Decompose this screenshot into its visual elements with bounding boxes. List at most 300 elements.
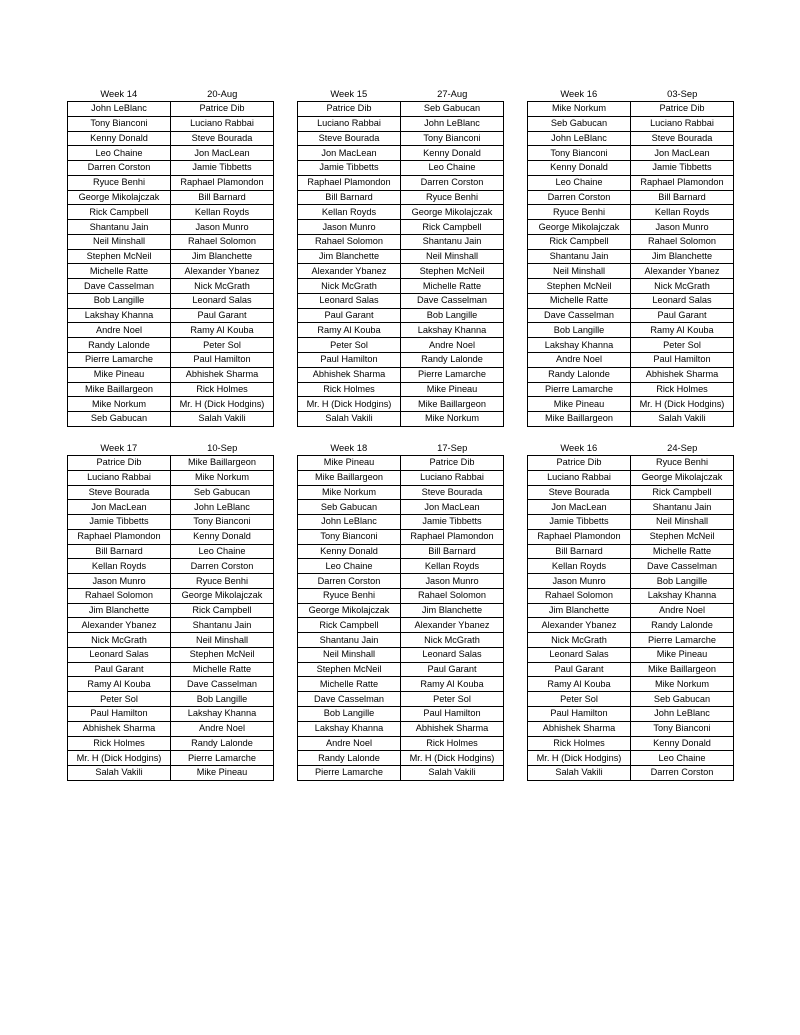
table-row — [528, 131, 734, 146]
player-right-cell: Stephen McNeil — [631, 529, 734, 544]
table-row — [68, 116, 274, 131]
player-left-cell: Steve Bourada — [68, 485, 171, 500]
player-left-cell: Ramy Al Kouba — [68, 677, 171, 692]
player-right-cell: Alexander Ybanez — [171, 264, 274, 279]
player-left-cell: Darren Corston — [298, 574, 401, 589]
player-left-cell: Luciano Rabbai — [298, 116, 401, 131]
player-right-cell: Tony Bianconi — [631, 721, 734, 736]
player-right-cell: Jon MacLean — [631, 146, 734, 161]
table-row — [298, 175, 504, 190]
table-row — [68, 574, 274, 589]
player-left-cell: Ramy Al Kouba — [528, 677, 631, 692]
player-left-cell: Peter Sol — [68, 692, 171, 707]
table-row — [528, 647, 734, 662]
player-right-cell: Luciano Rabbai — [171, 116, 274, 131]
player-left-cell: Alexander Ybanez — [298, 264, 401, 279]
player-left-cell: Bill Barnard — [298, 190, 401, 205]
player-left-cell: Peter Sol — [298, 338, 401, 353]
table-row — [298, 116, 504, 131]
player-left-cell: Mike Norkum — [528, 102, 631, 117]
table-row — [68, 751, 274, 766]
player-right-cell: Luciano Rabbai — [631, 116, 734, 131]
player-left-cell: Mike Norkum — [298, 485, 401, 500]
player-left-cell: Paul Hamilton — [298, 353, 401, 368]
table-row — [298, 161, 504, 176]
table-row — [298, 397, 504, 412]
schedule-header — [527, 441, 734, 454]
player-left-cell: Patrice Dib — [68, 456, 171, 471]
player-left-cell: Neil Minshall — [528, 264, 631, 279]
pairings-table — [527, 455, 734, 781]
player-right-cell: Randy Lalonde — [401, 353, 504, 368]
player-left-cell: Kellan Royds — [298, 205, 401, 220]
player-left-cell: Steve Bourada — [528, 485, 631, 500]
player-left-cell: George Mikolajczak — [68, 190, 171, 205]
table-row — [528, 677, 734, 692]
table-row — [528, 234, 734, 249]
pairings-table — [297, 101, 504, 427]
player-right-cell: Paul Hamilton — [171, 353, 274, 368]
player-left-cell: Kenny Donald — [298, 544, 401, 559]
table-row — [298, 485, 504, 500]
player-left-cell: Jon MacLean — [298, 146, 401, 161]
player-right-cell: Pierre Lamarche — [631, 633, 734, 648]
player-right-cell: Nick McGrath — [171, 279, 274, 294]
player-left-cell: Ramy Al Kouba — [298, 323, 401, 338]
table-row — [528, 116, 734, 131]
player-left-cell: Jim Blanchette — [528, 603, 631, 618]
player-right-cell: Rick Holmes — [631, 382, 734, 397]
player-left-cell: Peter Sol — [528, 692, 631, 707]
player-right-cell: Leonard Salas — [631, 293, 734, 308]
table-row — [528, 175, 734, 190]
table-row — [528, 544, 734, 559]
player-right-cell: Mr. H (Dick Hodgins) — [631, 397, 734, 412]
table-row — [298, 456, 504, 471]
player-left-cell: Neil Minshall — [68, 234, 171, 249]
table-row — [528, 412, 734, 427]
table-row — [298, 205, 504, 220]
player-right-cell: Steve Bourada — [631, 131, 734, 146]
table-row — [298, 338, 504, 353]
player-right-cell: Jason Munro — [631, 220, 734, 235]
table-row — [298, 323, 504, 338]
player-right-cell: George Mikolajczak — [401, 205, 504, 220]
table-row — [528, 338, 734, 353]
player-left-cell: Mike Pineau — [68, 367, 171, 382]
player-right-cell: Randy Lalonde — [631, 618, 734, 633]
player-right-cell: Andre Noel — [401, 338, 504, 353]
table-row — [68, 220, 274, 235]
player-left-cell: Randy Lalonde — [528, 367, 631, 382]
player-left-cell: Darren Corston — [528, 190, 631, 205]
player-left-cell: Shantanu Jain — [298, 633, 401, 648]
player-left-cell: George Mikolajczak — [298, 603, 401, 618]
player-right-cell: Mr. H (Dick Hodgins) — [171, 397, 274, 412]
player-right-cell: Mike Baillargeon — [631, 662, 734, 677]
player-right-cell: Mike Norkum — [401, 412, 504, 427]
player-right-cell: Pierre Lamarche — [401, 367, 504, 382]
table-row — [68, 190, 274, 205]
table-row — [528, 456, 734, 471]
player-right-cell: Bob Langille — [631, 574, 734, 589]
player-right-cell: Rahael Solomon — [631, 234, 734, 249]
player-right-cell: Jim Blanchette — [171, 249, 274, 264]
date-label: 03-Sep — [667, 88, 698, 99]
player-right-cell: Neil Minshall — [631, 515, 734, 530]
player-left-cell: Leo Chaine — [528, 175, 631, 190]
table-row — [528, 264, 734, 279]
player-right-cell: John LeBlanc — [401, 116, 504, 131]
player-right-cell: Paul Garant — [401, 662, 504, 677]
player-right-cell: Paul Hamilton — [631, 353, 734, 368]
player-left-cell: Patrice Dib — [298, 102, 401, 117]
table-row — [528, 308, 734, 323]
player-left-cell: Bob Langille — [68, 293, 171, 308]
player-right-cell: Leonard Salas — [171, 293, 274, 308]
player-right-cell: Stephen McNeil — [171, 647, 274, 662]
player-left-cell: Jason Munro — [298, 220, 401, 235]
table-row — [68, 603, 274, 618]
week-label: Week 16 — [560, 88, 598, 99]
player-left-cell: Dave Casselman — [68, 279, 171, 294]
player-right-cell: Kenny Donald — [401, 146, 504, 161]
player-left-cell: Mike Baillargeon — [528, 412, 631, 427]
player-left-cell: Pierre Lamarche — [68, 353, 171, 368]
player-right-cell: Seb Gabucan — [401, 102, 504, 117]
table-row — [298, 662, 504, 677]
player-left-cell: Mike Pineau — [528, 397, 631, 412]
table-row — [68, 559, 274, 574]
pairings-table — [297, 455, 504, 781]
player-left-cell: Salah Vakili — [68, 766, 171, 781]
table-row — [68, 264, 274, 279]
player-left-cell: Raphael Plamondon — [298, 175, 401, 190]
player-right-cell: Kellan Royds — [401, 559, 504, 574]
player-left-cell: Bob Langille — [298, 707, 401, 722]
player-right-cell: Dave Casselman — [171, 677, 274, 692]
table-row — [528, 707, 734, 722]
table-row — [528, 470, 734, 485]
player-left-cell: Jason Munro — [68, 574, 171, 589]
player-left-cell: Patrice Dib — [528, 456, 631, 471]
table-row — [298, 529, 504, 544]
player-right-cell: Stephen McNeil — [401, 264, 504, 279]
player-left-cell: Ryuce Benhi — [298, 588, 401, 603]
table-row — [298, 559, 504, 574]
table-row — [298, 544, 504, 559]
player-left-cell: Jon MacLean — [528, 500, 631, 515]
player-right-cell: Shantanu Jain — [171, 618, 274, 633]
table-row — [528, 633, 734, 648]
schedule-header — [67, 441, 274, 454]
player-right-cell: Bill Barnard — [631, 190, 734, 205]
player-right-cell: John LeBlanc — [171, 500, 274, 515]
player-right-cell: Peter Sol — [171, 338, 274, 353]
player-left-cell: John LeBlanc — [528, 131, 631, 146]
player-left-cell: Tony Bianconi — [528, 146, 631, 161]
player-right-cell: Randy Lalonde — [171, 736, 274, 751]
table-row — [298, 220, 504, 235]
player-left-cell: Rick Holmes — [528, 736, 631, 751]
table-row — [298, 264, 504, 279]
table-row — [528, 205, 734, 220]
table-row — [528, 279, 734, 294]
date-label: 24-Sep — [667, 442, 698, 453]
table-row — [298, 633, 504, 648]
player-right-cell: Jon MacLean — [171, 146, 274, 161]
player-left-cell: Abhishek Sharma — [528, 721, 631, 736]
table-row — [298, 574, 504, 589]
player-left-cell: Abhishek Sharma — [298, 367, 401, 382]
table-row — [528, 382, 734, 397]
player-left-cell: Michelle Ratte — [68, 264, 171, 279]
player-right-cell: Patrice Dib — [401, 456, 504, 471]
player-right-cell: Kenny Donald — [631, 736, 734, 751]
player-right-cell: Paul Garant — [631, 308, 734, 323]
player-right-cell: Seb Gabucan — [171, 485, 274, 500]
player-right-cell: Leonard Salas — [401, 647, 504, 662]
player-right-cell: Rick Campbell — [631, 485, 734, 500]
table-row — [528, 529, 734, 544]
table-row — [298, 131, 504, 146]
player-left-cell: Mike Baillargeon — [298, 470, 401, 485]
player-right-cell: Jamie Tibbetts — [171, 161, 274, 176]
player-left-cell: Tony Bianconi — [68, 116, 171, 131]
table-row — [528, 515, 734, 530]
table-row — [68, 205, 274, 220]
table-row — [298, 515, 504, 530]
pairings-table — [527, 101, 734, 427]
player-right-cell: Jon MacLean — [401, 500, 504, 515]
table-row — [68, 175, 274, 190]
table-row — [68, 500, 274, 515]
player-left-cell: Raphael Plamondon — [528, 529, 631, 544]
player-right-cell: Salah Vakili — [631, 412, 734, 427]
player-right-cell: Darren Corston — [401, 175, 504, 190]
player-left-cell: Paul Hamilton — [68, 707, 171, 722]
player-left-cell: Stephen McNeil — [298, 662, 401, 677]
table-row — [298, 412, 504, 427]
table-row — [528, 323, 734, 338]
schedule-week-17 — [67, 441, 274, 781]
table-row — [528, 603, 734, 618]
player-left-cell: Leo Chaine — [68, 146, 171, 161]
player-left-cell: Jason Munro — [528, 574, 631, 589]
player-right-cell: Peter Sol — [631, 338, 734, 353]
player-left-cell: Pierre Lamarche — [528, 382, 631, 397]
table-row — [298, 618, 504, 633]
player-right-cell: Mike Norkum — [171, 470, 274, 485]
table-row — [528, 102, 734, 117]
player-right-cell: Seb Gabucan — [631, 692, 734, 707]
player-left-cell: Kenny Donald — [528, 161, 631, 176]
week-label: Week 18 — [330, 442, 368, 453]
table-row — [68, 485, 274, 500]
table-row — [68, 412, 274, 427]
player-left-cell: Rick Campbell — [528, 234, 631, 249]
player-right-cell: Salah Vakili — [401, 766, 504, 781]
table-row — [68, 456, 274, 471]
player-left-cell: Lakshay Khanna — [68, 308, 171, 323]
player-left-cell: Dave Casselman — [528, 308, 631, 323]
table-row — [298, 766, 504, 781]
player-right-cell: Mike Pineau — [631, 647, 734, 662]
player-left-cell: Paul Garant — [68, 662, 171, 677]
player-right-cell: Abhishek Sharma — [631, 367, 734, 382]
table-row — [68, 618, 274, 633]
player-right-cell: Shantanu Jain — [401, 234, 504, 249]
player-right-cell: Ramy Al Kouba — [401, 677, 504, 692]
table-row — [68, 766, 274, 781]
table-row — [298, 308, 504, 323]
player-left-cell: Paul Hamilton — [528, 707, 631, 722]
date-label: 27-Aug — [437, 88, 468, 99]
player-right-cell: Lakshay Khanna — [171, 707, 274, 722]
player-left-cell: Randy Lalonde — [298, 751, 401, 766]
player-left-cell: Jamie Tibbetts — [298, 161, 401, 176]
table-row — [528, 485, 734, 500]
player-right-cell: George Mikolajczak — [631, 470, 734, 485]
date-label: 20-Aug — [207, 88, 238, 99]
table-row — [68, 707, 274, 722]
player-left-cell: Lakshay Khanna — [298, 721, 401, 736]
table-row — [528, 618, 734, 633]
schedule-week-16-sep03 — [527, 87, 734, 427]
player-right-cell: Raphael Plamondon — [401, 529, 504, 544]
player-right-cell: Luciano Rabbai — [401, 470, 504, 485]
player-left-cell: Kellan Royds — [528, 559, 631, 574]
player-left-cell: Leonard Salas — [298, 293, 401, 308]
player-left-cell: Tony Bianconi — [298, 529, 401, 544]
table-row — [68, 131, 274, 146]
table-row — [528, 574, 734, 589]
table-row — [298, 736, 504, 751]
player-right-cell: Patrice Dib — [171, 102, 274, 117]
player-right-cell: Tony Bianconi — [401, 131, 504, 146]
player-left-cell: Stephen McNeil — [528, 279, 631, 294]
player-right-cell: Mr. H (Dick Hodgins) — [401, 751, 504, 766]
player-right-cell: Jim Blanchette — [631, 249, 734, 264]
player-right-cell: Rick Holmes — [171, 382, 274, 397]
player-left-cell: Rick Campbell — [68, 205, 171, 220]
player-left-cell: Pierre Lamarche — [298, 766, 401, 781]
player-right-cell: Kellan Royds — [631, 205, 734, 220]
player-right-cell: Mike Pineau — [171, 766, 274, 781]
player-left-cell: Leonard Salas — [68, 647, 171, 662]
player-right-cell: Shantanu Jain — [631, 500, 734, 515]
player-left-cell: Rahael Solomon — [298, 234, 401, 249]
player-left-cell: Seb Gabucan — [298, 500, 401, 515]
player-left-cell: Seb Gabucan — [68, 412, 171, 427]
table-row — [68, 308, 274, 323]
player-left-cell: Rahael Solomon — [528, 588, 631, 603]
schedule-week-18 — [297, 441, 504, 781]
player-right-cell: Dave Casselman — [401, 293, 504, 308]
player-right-cell: Mike Baillargeon — [401, 397, 504, 412]
player-left-cell: Nick McGrath — [298, 279, 401, 294]
table-row — [298, 293, 504, 308]
player-left-cell: Leonard Salas — [528, 647, 631, 662]
week-label: Week 17 — [100, 442, 138, 453]
table-row — [68, 161, 274, 176]
player-right-cell: Leo Chaine — [171, 544, 274, 559]
player-right-cell: Michelle Ratte — [631, 544, 734, 559]
player-right-cell: Tony Bianconi — [171, 515, 274, 530]
player-right-cell: Nick McGrath — [631, 279, 734, 294]
player-right-cell: Ryuce Benhi — [631, 456, 734, 471]
player-right-cell: Jason Munro — [401, 574, 504, 589]
player-right-cell: Paul Garant — [171, 308, 274, 323]
table-row — [68, 353, 274, 368]
player-right-cell: Rahael Solomon — [401, 588, 504, 603]
player-right-cell: Bob Langille — [171, 692, 274, 707]
table-row — [68, 677, 274, 692]
player-left-cell: Neil Minshall — [298, 647, 401, 662]
player-right-cell: Abhishek Sharma — [401, 721, 504, 736]
player-left-cell: Jamie Tibbetts — [528, 515, 631, 530]
table-row — [68, 382, 274, 397]
player-left-cell: John LeBlanc — [298, 515, 401, 530]
player-left-cell: Stephen McNeil — [68, 249, 171, 264]
player-left-cell: Bob Langille — [528, 323, 631, 338]
schedule-header — [297, 441, 504, 454]
schedule-header — [527, 87, 734, 100]
player-left-cell: Jim Blanchette — [68, 603, 171, 618]
player-right-cell: Rick Holmes — [401, 736, 504, 751]
table-row — [298, 146, 504, 161]
table-row — [528, 367, 734, 382]
player-right-cell: Darren Corston — [631, 766, 734, 781]
player-right-cell: Paul Hamilton — [401, 707, 504, 722]
player-left-cell: Luciano Rabbai — [68, 470, 171, 485]
player-left-cell: Raphael Plamondon — [68, 529, 171, 544]
table-row — [68, 736, 274, 751]
player-left-cell: Bill Barnard — [68, 544, 171, 559]
table-row — [298, 500, 504, 515]
player-right-cell: Abhishek Sharma — [171, 367, 274, 382]
table-row — [298, 721, 504, 736]
table-row — [68, 515, 274, 530]
player-right-cell: Darren Corston — [171, 559, 274, 574]
player-right-cell: Patrice Dib — [631, 102, 734, 117]
player-right-cell: Michelle Ratte — [401, 279, 504, 294]
player-left-cell: Rahael Solomon — [68, 588, 171, 603]
table-row — [68, 234, 274, 249]
player-left-cell: Paul Garant — [298, 308, 401, 323]
table-row — [298, 692, 504, 707]
player-right-cell: Bill Barnard — [401, 544, 504, 559]
table-row — [528, 692, 734, 707]
player-right-cell: Steve Bourada — [401, 485, 504, 500]
player-right-cell: Salah Vakili — [171, 412, 274, 427]
table-row — [298, 234, 504, 249]
player-left-cell: Andre Noel — [68, 323, 171, 338]
table-row — [68, 470, 274, 485]
player-left-cell: Alexander Ybanez — [68, 618, 171, 633]
schedule-header — [297, 87, 504, 100]
player-left-cell: Mr. H (Dick Hodgins) — [298, 397, 401, 412]
player-right-cell: Bill Barnard — [171, 190, 274, 205]
player-right-cell: Mike Pineau — [401, 382, 504, 397]
player-right-cell: Rick Campbell — [171, 603, 274, 618]
table-row — [68, 529, 274, 544]
player-left-cell: Kellan Royds — [68, 559, 171, 574]
table-row — [68, 367, 274, 382]
player-left-cell: Mike Pineau — [298, 456, 401, 471]
player-right-cell: Ramy Al Kouba — [631, 323, 734, 338]
player-right-cell: Leo Chaine — [401, 161, 504, 176]
